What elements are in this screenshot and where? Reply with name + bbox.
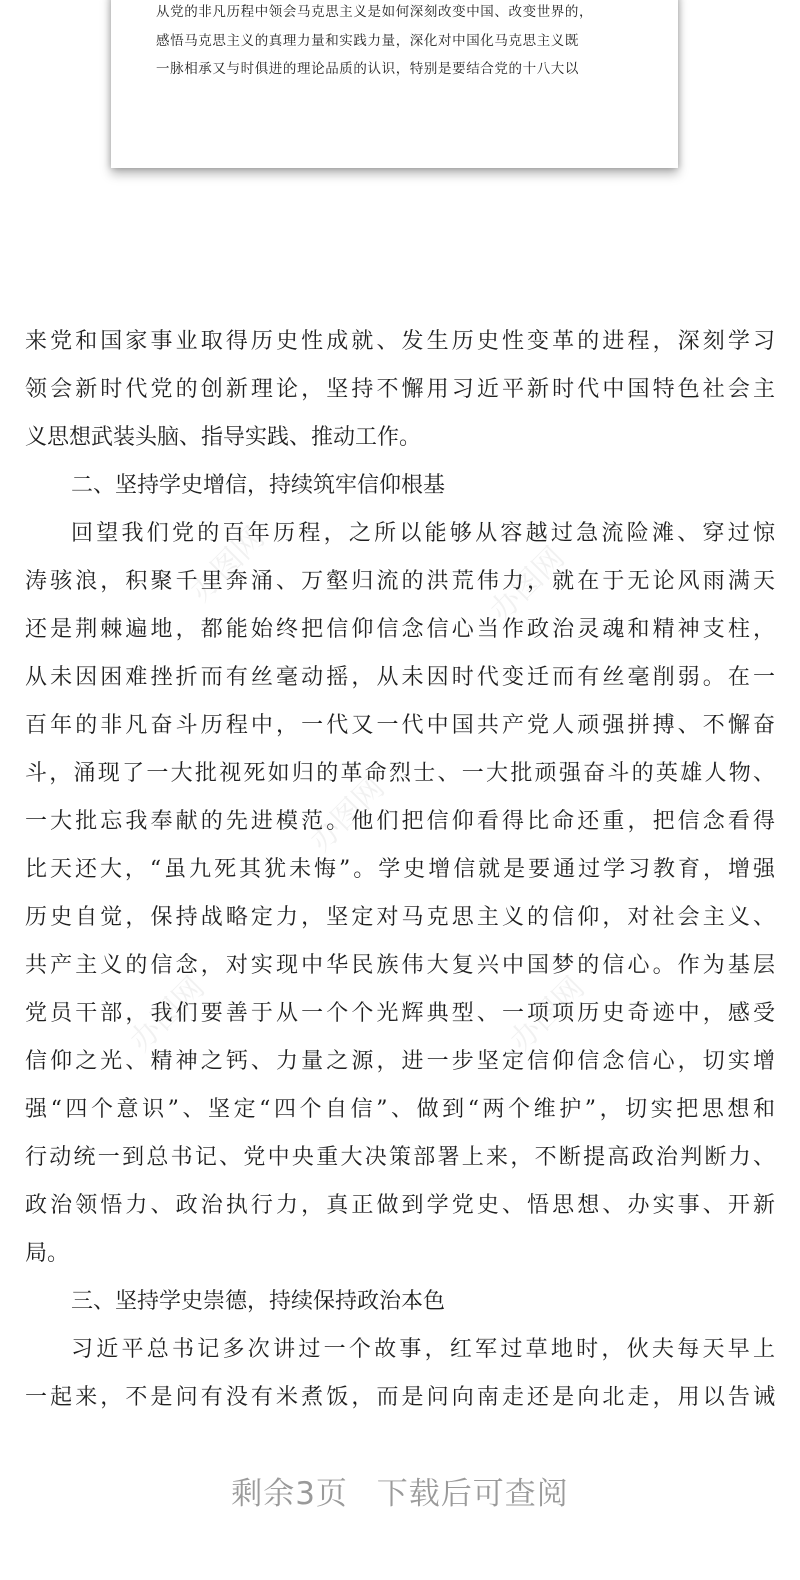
watermark: 办图网 [123,970,212,1059]
paragraph-line: 斗，涌现了一大批视死如归的革命烈士、一大批顽强奋斗的英雄人物、 [25,761,775,786]
paragraph-line: 从未因困难挫折而有丝毫动摇，从未因时代变迁而有丝毫削弱。在一 [25,665,775,690]
paragraph-line: 强“四个意识”、坚定“四个自信”、做到“两个维护”，切实把思想和 [25,1097,775,1122]
preview-line: 感悟马克思主义的真理力量和实践力量，深化对中国化马克思主义既 [156,32,579,49]
preview-line: 从党的非凡历程中领会马克思主义是如何深刻改变中国、改变世界的， [156,4,594,20]
paragraph-line: 百年的非凡奋斗历程中，一代又一代中国共产党人顽强拼搏、不懈奋 [25,713,775,738]
paragraph-line: 比天还大，“虽九死其犹未悔”。学史增信就是要通过学习教育，增强 [25,857,775,882]
paragraph-line: 历史自觉，保持战略定力，坚定对马克思主义的信仰，对社会主义、 [25,905,775,930]
section-heading: 三、坚持学史崇德，持续保持政治本色 [71,1289,446,1314]
paragraph-line: 来党和国家事业取得历史性成就、发生历史性变革的进程，深刻学习 [25,329,775,354]
watermark: 办图网 [303,770,392,859]
watermark: 办图网 [183,520,272,609]
paragraph-line: 涛骇浪，积聚千里奔涌、万壑归流的洪荒伟力，就在于无论风雨满天 [25,569,775,594]
section-heading: 二、坚持学史增信，持续筑牢信仰根基 [71,473,446,498]
paragraph-line: 政治领悟力、政治执行力，真正做到学党史、悟思想、办实事、开新 [25,1193,775,1218]
document-body [25,318,775,1422]
paragraph-line: 义思想武装头脑、指导实践、推动工作。 [25,425,422,450]
paragraph-line: 领会新时代党的创新理论，坚持不懈用习近平新时代中国特色社会主 [25,377,775,402]
paragraph-line: 一起来，不是问有没有米煮饭，而是问向南走还是向北走，用以告诫 [25,1385,775,1410]
preview-line: 一脉相承又与时俱进的理论品质的认识，特别是要结合党的十八大以 [156,61,579,77]
preview-page-card [111,0,678,168]
paragraph-line: 党员干部，我们要善于从一个个光辉典型、一项项历史奇迹中，感受 [25,1001,775,1026]
paragraph-line: 一大批忘我奉献的先进模范。他们把信仰看得比命还重，把信念看得 [25,809,775,834]
paragraph-line: 共产主义的信念，对实现中华民族伟大复兴中国梦的信心。作为基层 [25,953,775,978]
paragraph-line: 信仰之光、精神之钙、力量之源，进一步坚定信仰信念信心，切实增 [25,1049,775,1074]
paragraph-line: 习近平总书记多次讲过一个故事，红军过草地时，伙夫每天早上 [71,1337,775,1362]
watermark: 办图网 [483,540,572,629]
paragraph-line: 局。 [25,1241,70,1266]
paragraph-line: 行动统一到总书记、党中央重大决策部署上来，不断提高政治判断力、 [25,1145,775,1170]
remaining-pages-download-prompt[interactable]: 剩余3页 下载后可查阅 [231,1476,569,1512]
paragraph-line: 还是荆棘遍地，都能始终把信仰信念信心当作政治灵魂和精神支柱， [25,617,775,642]
paragraph-line: 回望我们党的百年历程，之所以能够从容越过急流险滩、穿过惊 [71,521,775,546]
watermark: 办图网 [503,970,592,1059]
